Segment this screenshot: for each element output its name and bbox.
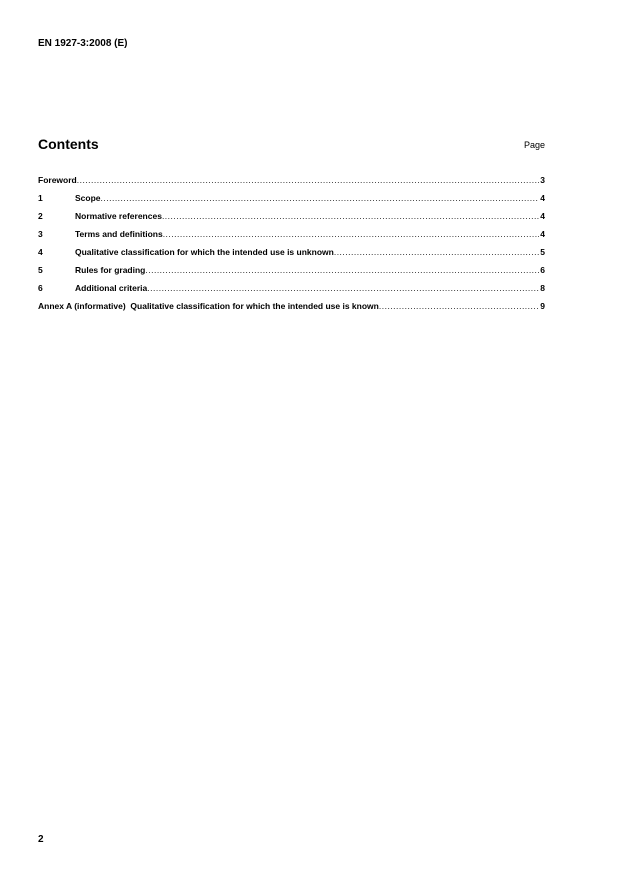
toc-entry-rules-for-grading[interactable] [38, 265, 545, 283]
toc-entry-qualitative-classification-unknown[interactable] [38, 247, 545, 265]
toc-entry-page: 6 [540, 265, 545, 275]
toc-entry-foreword[interactable] [38, 175, 545, 193]
toc-entry-title: Qualitative classification for which the intended use is unknown [75, 247, 334, 257]
toc-leader-dots [379, 301, 539, 311]
toc-entry-number: 6 [38, 283, 43, 293]
toc-entry-title: Rules for grading [75, 265, 146, 275]
toc-entry-title: Scope [75, 193, 101, 203]
toc-entry-number: 5 [38, 265, 43, 275]
toc-leader-dots [334, 247, 539, 257]
toc-entry-page: 4 [540, 229, 545, 239]
contents-heading: Contents [38, 136, 99, 152]
table-of-contents [38, 175, 545, 319]
toc-entry-page: 5 [540, 247, 545, 257]
toc-entry-page: 4 [540, 193, 545, 203]
toc-leader-dots [147, 283, 539, 293]
page-number: 2 [38, 834, 44, 845]
toc-leader-dots [77, 175, 540, 185]
toc-entry-number: 4 [38, 247, 43, 257]
toc-entry-page: 8 [540, 283, 545, 293]
toc-leader-dots [145, 265, 539, 275]
toc-entry-scope[interactable] [38, 193, 545, 211]
toc-entry-page: 9 [540, 301, 545, 311]
toc-entry-number: 3 [38, 229, 43, 239]
toc-entry-title: Terms and definitions [75, 229, 163, 239]
toc-leader-dots [163, 229, 540, 239]
toc-leader-dots [101, 193, 540, 203]
toc-entry-title: Foreword [38, 175, 77, 185]
toc-leader-dots [162, 211, 539, 221]
document-id: EN 1927-3:2008 (E) [38, 38, 128, 49]
toc-entry-number: 1 [38, 193, 43, 203]
toc-entry-additional-criteria[interactable] [38, 283, 545, 301]
toc-entry-title: Normative references [75, 211, 162, 221]
toc-entry-annex-a[interactable] [38, 301, 545, 319]
toc-entry-title: Additional criteria [75, 283, 148, 293]
toc-entry-normative-references[interactable] [38, 211, 545, 229]
toc-entry-page: 3 [540, 175, 545, 185]
toc-entry-page: 4 [540, 211, 545, 221]
page-column-label: Page [523, 140, 545, 150]
toc-entry-terms-and-definitions[interactable] [38, 229, 545, 247]
toc-entry-number: 2 [38, 211, 43, 221]
toc-entry-title: Annex A (informative) Qualitative classification for which the intended use is known [38, 301, 379, 311]
